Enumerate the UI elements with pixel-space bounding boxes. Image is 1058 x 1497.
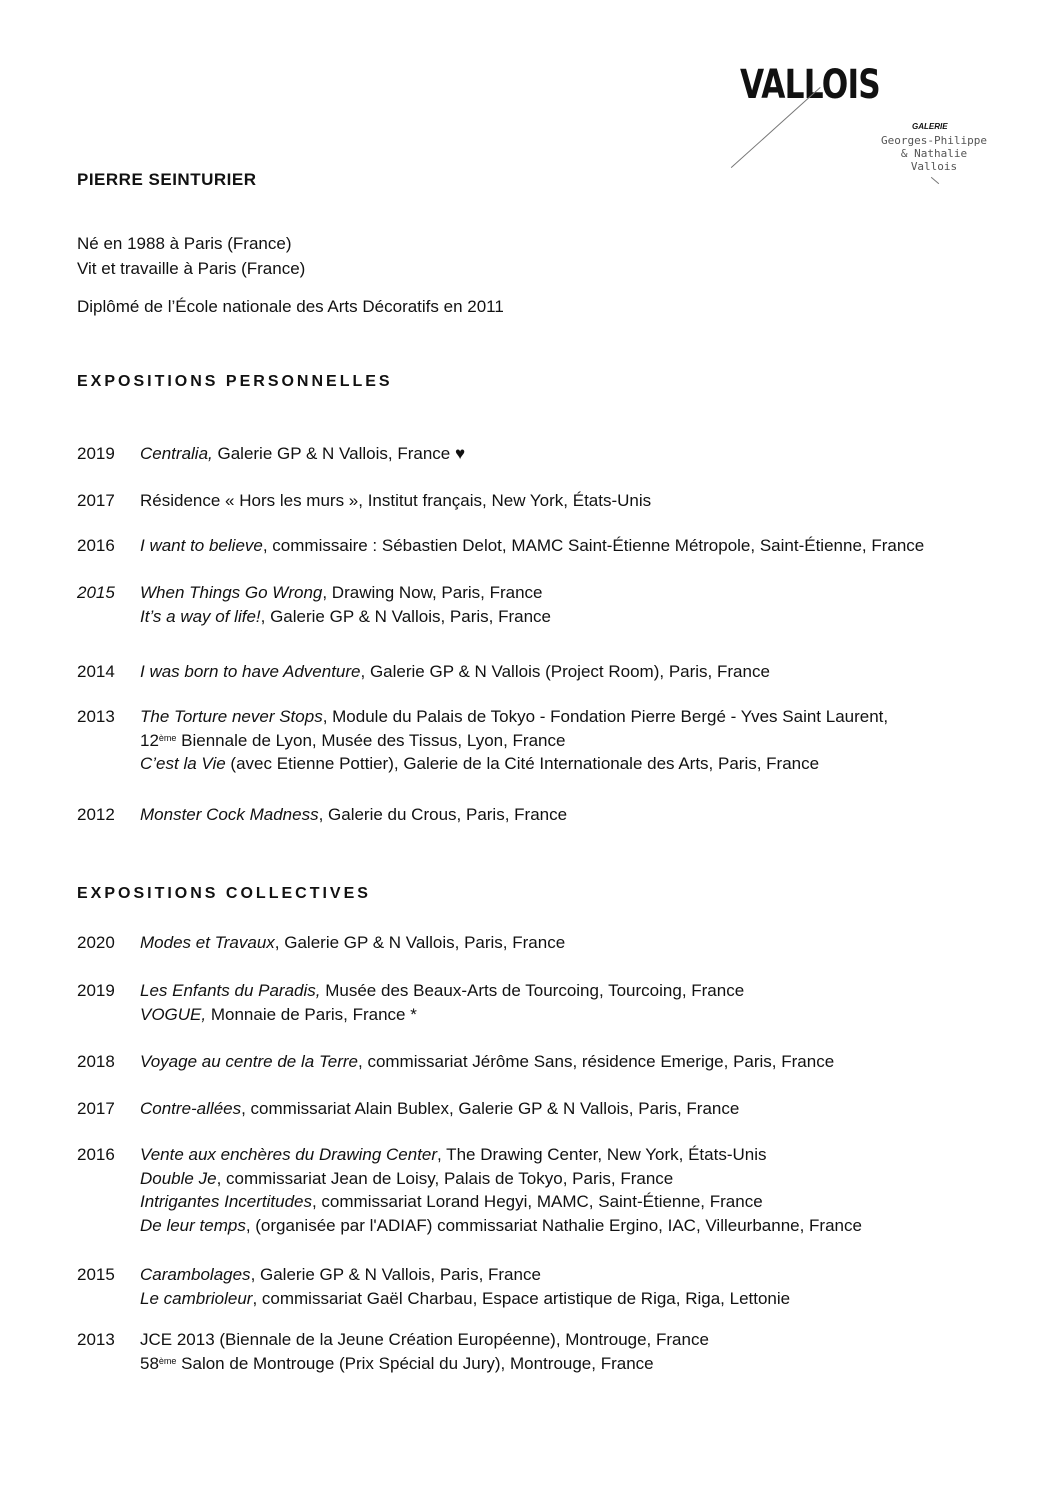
exhibition-line — [140, 1263, 790, 1287]
logo-wordmark: VALLOIS — [740, 62, 880, 108]
artist-name: PIERRE SEINTURIER — [77, 170, 257, 189]
exhibition-details: Musée des Beaux-Arts de Tourcoing, Tourcoing, France — [320, 981, 745, 1000]
logo-name-line: & Nathalie — [900, 147, 968, 160]
exhibition-details: , Galerie du Crous, Paris, France — [318, 805, 568, 824]
logo-galerie-label: GALERIE — [912, 122, 948, 131]
exhibition-title: Voyage au centre de la Terre — [140, 1052, 358, 1071]
exhibition-details: , Galerie GP & N Vallois, Paris, France — [250, 1265, 541, 1284]
exhibition-details: , commissaire : Sébastien Delot, MAMC Saint-Étienne Métropole, Saint-Étienne, France — [262, 536, 925, 555]
logo-name-line: Georges-Philippe — [881, 134, 987, 147]
exhibition-line — [140, 660, 770, 684]
exhibition-title: Le cambrioleur — [140, 1288, 253, 1308]
exhibition-details: Biennale de Lyon, Musée des Tissus, Lyon, France — [176, 730, 566, 750]
exhibition-year: 2019 — [77, 444, 115, 463]
exhibition-title: The Torture never Stops — [140, 707, 323, 726]
exhibition-line — [140, 534, 924, 558]
exhibition-details: Galerie GP & N Vallois, France ♥ — [212, 444, 466, 463]
exhibition-details: , commissariat Jérôme Sans, résidence Emerige, Paris, France — [358, 1052, 835, 1071]
exhibition-details: , commissariat Lorand Hegyi, MAMC, Saint-Étienne, France — [311, 1192, 763, 1211]
exhibition-line — [140, 1097, 739, 1121]
exhibition-year: 2019 — [77, 981, 115, 1000]
exhibition-year: 2020 — [77, 933, 115, 952]
exhibition-title: Carambolages — [140, 1265, 251, 1284]
exhibition-title: Monster Cock Madness — [140, 805, 319, 824]
exhibition-line — [140, 931, 565, 955]
exhibition-year: 2014 — [77, 662, 115, 681]
exhibition-line — [140, 979, 744, 1003]
exhibition-line — [140, 1003, 744, 1027]
edition-suffix: ème — [158, 732, 177, 743]
exhibition-line — [140, 1167, 862, 1191]
exhibition-line — [140, 705, 888, 729]
exhibition-line — [140, 1328, 709, 1352]
bio-birth: Né en 1988 à Paris (France) — [77, 234, 292, 253]
exhibition-details: Salon de Montrouge (Prix Spécial du Jury), Montrouge, France — [176, 1353, 654, 1373]
exhibition-title: When Things Go Wrong — [140, 583, 323, 602]
exhibition-details: Monnaie de Paris, France * — [206, 1004, 417, 1024]
exhibition-year: 2018 — [77, 1052, 115, 1071]
exhibition-line — [140, 1050, 834, 1074]
exhibition-year: 2013 — [77, 707, 115, 726]
exhibition-line — [140, 442, 465, 466]
exhibition-title: I was born to have Adventure — [140, 662, 361, 681]
exhibition-details: , commissariat Gaël Charbau, Espace artistique de Riga, Riga, Lettonie — [252, 1288, 791, 1308]
exhibition-title: Contre-allées — [140, 1099, 242, 1118]
exhibition-year: 2015 — [77, 1265, 115, 1284]
edition-suffix: ème — [158, 1355, 177, 1366]
exhibition-year: 2016 — [77, 536, 115, 555]
exhibition-details: , commissariat Jean de Loisy, Palais de Tokyo, Paris, France — [216, 1168, 674, 1188]
exhibition-line — [140, 581, 551, 605]
exhibition-year: 2017 — [77, 1099, 115, 1118]
exhibition-line — [140, 803, 567, 827]
exhibition-title: It’s a way of life! — [140, 606, 261, 626]
exhibition-title: C’est la Vie — [140, 754, 226, 773]
exhibition-details: JCE 2013 (Biennale de la Jeune Création Européenne), Montrouge, France — [140, 1330, 709, 1349]
exhibition-line — [140, 1287, 790, 1311]
logo-name-line: Vallois — [910, 160, 958, 173]
exhibition-title: Modes et Travaux — [140, 933, 275, 952]
exhibition-line — [140, 729, 888, 753]
exhibition-title: Double Je — [140, 1168, 217, 1188]
gallery-logo — [740, 62, 990, 192]
exhibition-details: , Galerie GP & N Vallois (Project Room), Paris, France — [360, 662, 770, 681]
exhibition-title: Centralia, — [140, 444, 213, 463]
exhibition-title: VOGUE, — [140, 1004, 207, 1024]
bio-residence: Vit et travaille à Paris (France) — [77, 259, 306, 278]
exhibition-details: , Galerie GP & N Vallois, Paris, France — [260, 606, 552, 626]
exhibition-line — [140, 752, 888, 776]
exhibition-details: Résidence « Hors les murs », Institut français, New York, États-Unis — [140, 491, 652, 510]
exhibition-title: I want to believe — [140, 536, 263, 555]
section-title-collective: EXPOSITIONS COLLECTIVES — [77, 885, 371, 902]
exhibition-title: Intrigantes Incertitudes — [140, 1192, 312, 1211]
exhibition-details: , Drawing Now, Paris, France — [322, 583, 543, 602]
exhibition-year: 2015 — [77, 583, 115, 602]
bio-education: Diplômé de l’École nationale des Arts Décoratifs en 2011 — [77, 297, 504, 316]
exhibition-line — [140, 1214, 862, 1238]
logo-gallery-names — [874, 134, 994, 173]
exhibition-details: , The Drawing Center, New York, États-Unis — [437, 1145, 767, 1164]
exhibition-year: 2012 — [77, 805, 115, 824]
exhibition-line — [140, 1352, 709, 1376]
exhibition-details: , commissariat Alain Bublex, Galerie GP & N Vallois, Paris, France — [241, 1099, 740, 1118]
exhibition-year: 2017 — [77, 491, 115, 510]
exhibition-details: , (organisée par l'ADIAF) commissariat Nathalie Ergino, IAC, Villeurbanne, France — [245, 1215, 862, 1235]
exhibition-year: 2016 — [77, 1145, 115, 1164]
exhibition-line — [140, 605, 551, 629]
exhibition-title: Les Enfants du Paradis, — [140, 981, 321, 1000]
edition-number: 12 — [140, 730, 159, 750]
section-title-personal: EXPOSITIONS PERSONNELLES — [77, 373, 393, 390]
exhibition-line — [140, 489, 651, 513]
edition-number: 58 — [140, 1353, 159, 1373]
exhibition-details: (avec Etienne Pottier), Galerie de la Cité Internationale des Arts, Paris, France — [225, 754, 820, 773]
exhibition-line — [140, 1190, 862, 1214]
exhibition-details: , Galerie GP & N Vallois, Paris, France — [274, 933, 566, 952]
exhibition-title: Vente aux enchères du Drawing Center — [140, 1145, 438, 1164]
exhibition-year: 2013 — [77, 1330, 115, 1349]
exhibition-line — [140, 1143, 862, 1167]
exhibition-title: De leur temps — [140, 1215, 246, 1235]
exhibition-details: , Module du Palais de Tokyo - Fondation Pierre Bergé - Yves Saint Laurent, — [322, 707, 889, 726]
